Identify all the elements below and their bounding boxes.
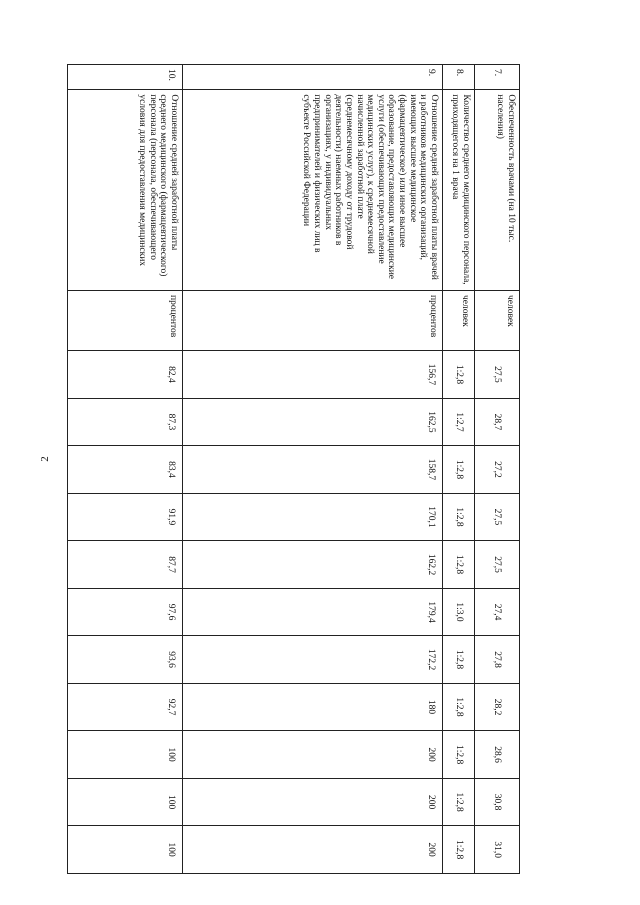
value-cell: 1:2,8 (443, 351, 475, 399)
value-cell: 100 (68, 826, 183, 874)
indicators-table (67, 64, 520, 874)
page-number: 2 (38, 456, 51, 462)
unit-cell: процентов (183, 291, 443, 351)
value-cell: 87,7 (68, 541, 183, 589)
value-cell: 1:2,8 (443, 541, 475, 589)
row-number: 9. (183, 65, 443, 90)
indicator-name: Обеспеченность врачами (на 10 тыс. населения) (475, 90, 520, 291)
value-cell: 27,5 (475, 351, 520, 399)
unit-cell: человек (475, 291, 520, 351)
value-cell: 1:3,0 (443, 588, 475, 636)
row-number: 8. (443, 65, 475, 90)
value-cell: 83,4 (68, 446, 183, 494)
value-cell: 1:2,8 (443, 778, 475, 826)
value-cell: 28,6 (475, 731, 520, 779)
unit-cell: человек (443, 291, 475, 351)
table-row (475, 65, 520, 874)
value-cell: 200 (183, 778, 443, 826)
value-cell: 27,8 (475, 636, 520, 684)
value-cell: 1:2,8 (443, 493, 475, 541)
value-cell: 172,2 (183, 636, 443, 684)
value-cell: 1:2,7 (443, 398, 475, 446)
value-cell: 156,7 (183, 351, 443, 399)
value-cell: 97,6 (68, 588, 183, 636)
value-cell: 82,4 (68, 351, 183, 399)
value-cell: 158,7 (183, 446, 443, 494)
value-cell: 180 (183, 683, 443, 731)
value-cell: 1:2,8 (443, 731, 475, 779)
rotated-table-wrapper (68, 64, 520, 874)
value-cell: 179,4 (183, 588, 443, 636)
value-cell: 1:2,8 (443, 636, 475, 684)
value-cell: 27,4 (475, 588, 520, 636)
indicator-name: Количество среднего медицинского персонала, приходящегося на 1 врача (443, 90, 475, 291)
value-cell: 27,5 (475, 541, 520, 589)
value-cell: 170,1 (183, 493, 443, 541)
value-cell: 91,9 (68, 493, 183, 541)
table-row (68, 65, 183, 874)
value-cell: 27,5 (475, 493, 520, 541)
table-row (443, 65, 475, 874)
value-cell: 92,7 (68, 683, 183, 731)
value-cell: 27,2 (475, 446, 520, 494)
value-cell: 93,6 (68, 636, 183, 684)
value-cell: 30,8 (475, 778, 520, 826)
value-cell: 200 (183, 826, 443, 874)
unit-cell: процентов (68, 291, 183, 351)
value-cell: 100 (68, 731, 183, 779)
indicator-name: Отношение средней заработной платы среднего медицинского (фармацевтического) персонала (персонала, обеспечивающего условия для предоставления медицинских (68, 90, 183, 291)
value-cell: 1:2,8 (443, 826, 475, 874)
value-cell: 28,2 (475, 683, 520, 731)
value-cell: 200 (183, 731, 443, 779)
row-number: 10. (68, 65, 183, 90)
value-cell: 1:2,8 (443, 683, 475, 731)
value-cell: 100 (68, 778, 183, 826)
table-row (183, 65, 443, 874)
value-cell: 87,3 (68, 398, 183, 446)
value-cell: 162,2 (183, 541, 443, 589)
value-cell: 28,7 (475, 398, 520, 446)
row-number: 7. (475, 65, 520, 90)
value-cell: 1:2,8 (443, 446, 475, 494)
value-cell: 31,0 (475, 826, 520, 874)
indicator-name: Отношение средней заработной платы врачей и работников медицинских организаций, имеющих высшее медицинское (фармацевтическое) или иное высшее образование, предоставляющих медицинские услуги (обеспечивающих предоставление медицинских услуг), к среднемесячной начисленной заработной плате (среднемесячному доходу от трудовой деятельности) наемных работников в организациях, у индивидуальных предпринимателей и физических лиц в субъекте Российской Федерации (183, 90, 443, 291)
value-cell: 162,5 (183, 398, 443, 446)
